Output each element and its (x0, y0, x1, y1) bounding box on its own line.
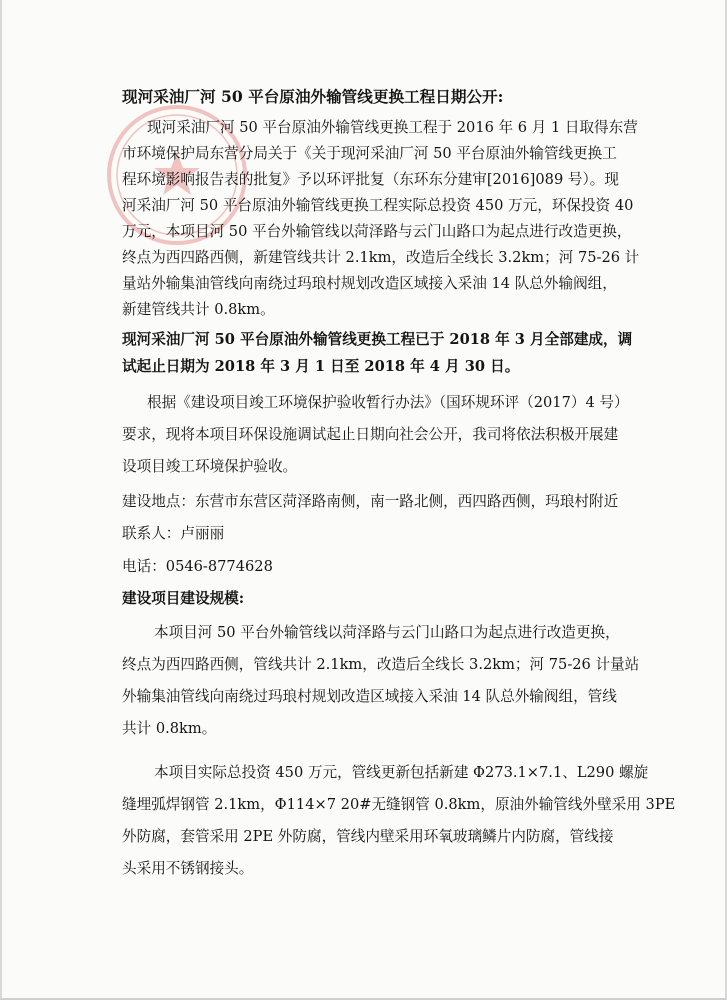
paragraph-line: 终点为西四路西侧，管线共计 2.1km，改造后全线长 3.2km；河 75-26 计量站 (122, 656, 640, 673)
document-title: 现河采油厂河 50 平台原油外输管线更换工程日期公开: (122, 87, 504, 106)
paragraph-line: 外输集油管线向南绕过玛琅村规划改造区域接入采油 14 队总外输阀组，管线 (122, 688, 617, 705)
paragraph-line: 市环境保护局东营分局关于《关于现河采油厂河 50 平台原油外输管线更换工 (122, 145, 617, 162)
paragraph-line: 要求，现将本项目环保设施调试起止日期向社会公开，我司将依法积极开展建 (122, 426, 619, 443)
paragraph-line: 根据《建设项目竣工环境保护验收暂行办法》（国环规环评（2017）4 号） (147, 394, 629, 411)
paragraph-line: 头采用不锈钢接头。 (122, 860, 254, 877)
paragraph-line: 河采油厂河 50 平台原油外输管线更换工程实际总投资 450 万元，环保投资 40 (122, 197, 634, 214)
construction-location: 建设地点：东营市东营区菏泽路南侧，南一路北侧，西四路西侧，玛琅村附近 (122, 493, 619, 510)
paragraph-line: 程环境影响报告表的批复》予以环评批复（东环东分建审[2016]089 号）。现 (122, 171, 619, 188)
paragraph-line: 终点为西四路西侧，新建管线共计 2.1km，改造后全线长 3.2km；河 75-26 计 (122, 249, 640, 266)
paragraph-line: 量站外输集油管线向南绕过玛琅村规划改造区域接入采油 14 队总外输阀组， (122, 275, 617, 292)
paragraph-line: 外防腐，套管采用 2PE 外防腐，管线内壁采用环氧玻璃鳞片内防腐，管线接 (122, 828, 614, 845)
scale-heading: 建设项目建设规模: (122, 590, 245, 607)
contact-person: 联系人：卢丽丽 (122, 525, 225, 542)
paragraph-line: 缝埋弧焊钢管 2.1km，Φ114×7 20#无缝钢管 0.8km，原油外输管线外壁采用 3PE (122, 796, 676, 813)
paragraph-line: 现河采油厂河 50 平台原油外输管线更换工程于 2016 年 6 月 1 日取得东营 (147, 119, 638, 136)
paragraph-line: 新建管线共计 0.8km。 (122, 301, 275, 318)
paragraph-line: 本项目河 50 平台外输管线以菏泽路与云门山路口为起点进行改造更换， (154, 624, 620, 641)
paragraph-line: 万元，本项目河 50 平台外输管线以菏泽路与云门山路口为起点进行改造更换， (122, 223, 632, 240)
paragraph-line: 共计 0.8km。 (122, 720, 217, 737)
paragraph-line: 试起止日期为 2018 年 3 月 1 日至 2018 年 4 月 30 日。 (122, 358, 520, 375)
contact-phone: 电话：0546-8774628 (122, 558, 273, 575)
paragraph-line: 现河采油厂河 50 平台原油外输管线更换工程已于 2018 年 3 月全部建成，调 (122, 331, 633, 348)
paragraph-line: 设项目竣工环境保护验收。 (122, 458, 298, 475)
paragraph-line: 本项目实际总投资 450 万元，管线更新包括新建 Φ273.1×7.1、L290 螺旋 (154, 764, 649, 781)
